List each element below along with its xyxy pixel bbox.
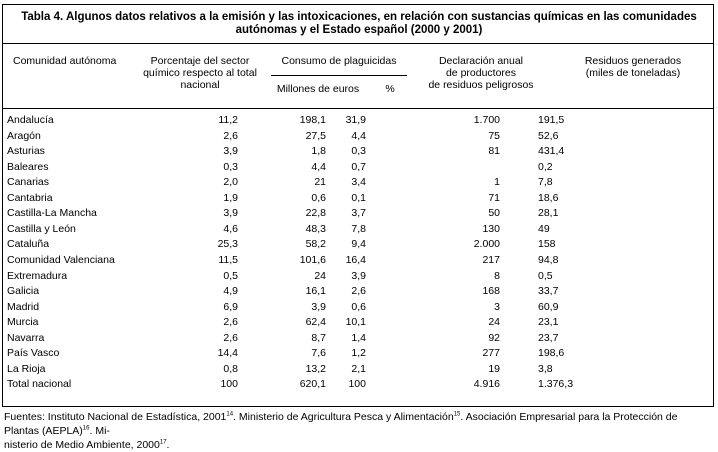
- cell-residuos: 60,9: [538, 300, 559, 313]
- cell-millones: 4,4: [311, 160, 326, 173]
- cell-residuos: 0,5: [538, 269, 553, 282]
- cell-pct: 0,7: [351, 160, 366, 173]
- cell-porcentaje: 0,3: [223, 160, 238, 173]
- header-comunidad: Comunidad autónoma: [13, 55, 117, 67]
- table-row: [3, 113, 713, 128]
- cell-pct: 3,4: [351, 176, 366, 189]
- cell-porcentaje: 0,5: [223, 269, 238, 282]
- cell-pct: 16,4: [345, 253, 366, 266]
- cell-millones: 21: [314, 176, 326, 189]
- table-row: [3, 331, 713, 346]
- cell-millones: 48,3: [305, 222, 326, 235]
- table-title: [3, 11, 715, 37]
- header-pct: %: [385, 83, 395, 95]
- cell-comunidad: Cantabria: [7, 191, 53, 204]
- cell-declaracion: 92: [488, 331, 500, 344]
- cell-declaracion: 2.000: [473, 238, 500, 251]
- cell-residuos: 191,5: [538, 114, 565, 126]
- cell-millones: 101,6: [299, 253, 326, 266]
- header-porcentaje: Porcentaje del sector químico respecto al total nacional: [143, 55, 257, 91]
- cell-pct: 0,1: [351, 191, 366, 204]
- cell-millones: 16,1: [305, 285, 326, 298]
- cell-comunidad: Canarias: [7, 176, 50, 189]
- cell-comunidad: Madrid: [7, 300, 40, 313]
- cell-pct: 2,6: [351, 285, 366, 298]
- cell-residuos: 33,7: [538, 285, 559, 298]
- cell-porcentaje: 100: [220, 378, 238, 391]
- header-top-rule: [3, 43, 713, 44]
- cell-pct: 100: [348, 378, 366, 391]
- cell-residuos: 0,2: [538, 160, 553, 173]
- cell-declaracion: 24: [488, 316, 500, 329]
- cell-porcentaje: 3,9: [223, 145, 238, 158]
- cell-comunidad: Total nacional: [7, 378, 72, 391]
- table-row: [3, 269, 713, 284]
- cell-porcentaje: 25,3: [217, 238, 238, 251]
- table-row: [3, 129, 713, 144]
- title-line-1: Tabla 4. Algunos datos relativos a la emisión y las intoxicaciones, en relación con sustancias químicas en las comunidades: [21, 11, 697, 23]
- cell-comunidad: La Rioja: [7, 362, 46, 375]
- cell-porcentaje: 0,8: [223, 362, 238, 375]
- cell-declaracion: 19: [488, 362, 500, 375]
- cell-porcentaje: 4,6: [223, 222, 238, 235]
- cell-residuos: 198,6: [538, 347, 565, 360]
- table-row-total: [3, 377, 713, 392]
- cell-residuos: 18,6: [538, 191, 559, 204]
- table-footer-sources: Fuentes: Instituto Nacional de Estadística, 2001$^{14}$. Ministerio de Agricultura Pesca y Alimentación$^{15}$. Asociación Empresarial para la Protección de Plantas (AEPLA)$^{16}$. Mi- nisterio de Medio Ambiente, 2000$^{17}$.: [4, 411, 678, 451]
- header-declaracion: Declaración anual de productores de residuos peligrosos: [428, 55, 534, 91]
- table-row: [3, 222, 713, 237]
- cell-pct: 31,9: [345, 114, 366, 126]
- cell-residuos: 431,4: [538, 145, 565, 158]
- cell-comunidad: Navarra: [7, 331, 45, 344]
- cell-porcentaje: 2,0: [223, 176, 238, 189]
- cell-declaracion: 4.916: [473, 378, 500, 391]
- table-row: [3, 362, 713, 377]
- cell-millones: 0,6: [311, 191, 326, 204]
- cell-declaracion: 1.700: [473, 114, 500, 126]
- cell-declaracion: 50: [488, 207, 500, 220]
- cell-porcentaje: 6,9: [223, 300, 238, 313]
- cell-comunidad: Aragón: [7, 129, 41, 142]
- cell-porcentaje: 4,9: [223, 285, 238, 298]
- table-row: [3, 175, 713, 190]
- title-line-2: autónomas y el Estado español (2000 y 2001): [235, 24, 483, 36]
- table-row: [3, 315, 713, 330]
- cell-millones: 58,2: [305, 238, 326, 251]
- cell-pct: 4,4: [351, 129, 366, 142]
- cell-pct: 3,7: [351, 207, 366, 220]
- cell-porcentaje: 2,6: [223, 331, 238, 344]
- cell-comunidad: País Vasco: [7, 347, 60, 360]
- table-row: [3, 284, 713, 299]
- cell-comunidad: Extremadura: [7, 269, 68, 282]
- cell-residuos: 3,8: [538, 362, 553, 375]
- cell-millones: 1,8: [311, 145, 326, 158]
- table-frame: [2, 4, 714, 407]
- cell-millones: 620,1: [299, 378, 326, 391]
- cell-porcentaje: 11,5: [218, 253, 238, 266]
- cell-millones: 13,2: [305, 362, 326, 375]
- cell-pct: 9,4: [351, 238, 366, 251]
- cell-residuos: 49: [538, 222, 550, 235]
- cell-millones: 27,5: [305, 129, 326, 142]
- cell-comunidad: Andalucía: [7, 114, 54, 126]
- header-consumo: Consumo de plaguicidas: [281, 55, 397, 67]
- cell-millones: 3,9: [311, 300, 326, 313]
- table-row: [3, 160, 713, 175]
- cell-millones: 198,1: [299, 114, 326, 126]
- cell-comunidad: Asturias: [7, 145, 45, 158]
- cell-residuos: 94,8: [538, 253, 559, 266]
- cell-residuos: 28,1: [538, 207, 559, 220]
- cell-porcentaje: 14,4: [217, 347, 238, 360]
- cell-declaracion: 3: [494, 300, 500, 313]
- cell-declaracion: 1: [494, 176, 500, 189]
- cell-porcentaje: 2,6: [223, 316, 238, 329]
- cell-pct: 7,8: [351, 222, 366, 235]
- cell-residuos: 23,7: [538, 331, 559, 344]
- cell-pct: 1,4: [351, 331, 366, 344]
- cell-millones: 62,4: [305, 316, 326, 329]
- cell-declaracion: 81: [488, 145, 500, 158]
- cell-comunidad: Comunidad Valenciana: [7, 253, 115, 266]
- cell-declaracion: 168: [482, 285, 500, 298]
- header-residuos: Residuos generados (miles de toneladas): [584, 55, 682, 79]
- table-row: [3, 300, 713, 315]
- cell-pct: 3,9: [351, 269, 366, 282]
- table-row: [3, 191, 713, 206]
- cell-residuos: 1.376,3: [538, 378, 574, 391]
- cell-residuos: 52,6: [538, 129, 559, 142]
- table-row: [3, 206, 713, 221]
- cell-declaracion: 277: [482, 347, 500, 360]
- header-millones: Millones de euros: [276, 83, 360, 95]
- table-row: [3, 346, 713, 361]
- cell-millones: 7,6: [311, 347, 326, 360]
- consumo-subrule: [271, 75, 407, 76]
- cell-porcentaje: 3,9: [223, 207, 238, 220]
- cell-millones: 24: [314, 269, 326, 282]
- cell-porcentaje: 11,2: [218, 114, 238, 126]
- cell-comunidad: Murcia: [7, 316, 39, 329]
- cell-porcentaje: 1,9: [223, 191, 238, 204]
- cell-millones: 8,7: [311, 331, 326, 344]
- table-row: [3, 237, 713, 252]
- header-bottom-rule: [3, 108, 713, 109]
- table-row: [3, 253, 713, 268]
- cell-comunidad: Castilla-La Mancha: [7, 207, 97, 220]
- cell-declaracion: 75: [488, 129, 500, 142]
- cell-porcentaje: 2,6: [223, 129, 238, 142]
- cell-residuos: 158: [538, 238, 556, 251]
- cell-millones: 22,8: [305, 207, 326, 220]
- table-row: [3, 144, 713, 159]
- cell-pct: 10,1: [345, 316, 366, 329]
- cell-pct: 0,6: [351, 300, 366, 313]
- cell-declaracion: 71: [488, 191, 500, 204]
- cell-residuos: 7,8: [538, 176, 553, 189]
- cell-declaracion: 8: [494, 269, 500, 282]
- cell-pct: 0,3: [351, 145, 366, 158]
- cell-comunidad: Baleares: [7, 160, 49, 173]
- cell-pct: 1,2: [351, 347, 366, 360]
- cell-declaracion: 217: [482, 253, 500, 266]
- cell-comunidad: Galicia: [7, 285, 40, 298]
- cell-residuos: 23,1: [538, 316, 559, 329]
- cell-comunidad: Cataluña: [7, 238, 50, 251]
- cell-comunidad: Castilla y León: [7, 222, 76, 235]
- cell-pct: 2,1: [351, 362, 366, 375]
- cell-declaracion: 130: [482, 222, 500, 235]
